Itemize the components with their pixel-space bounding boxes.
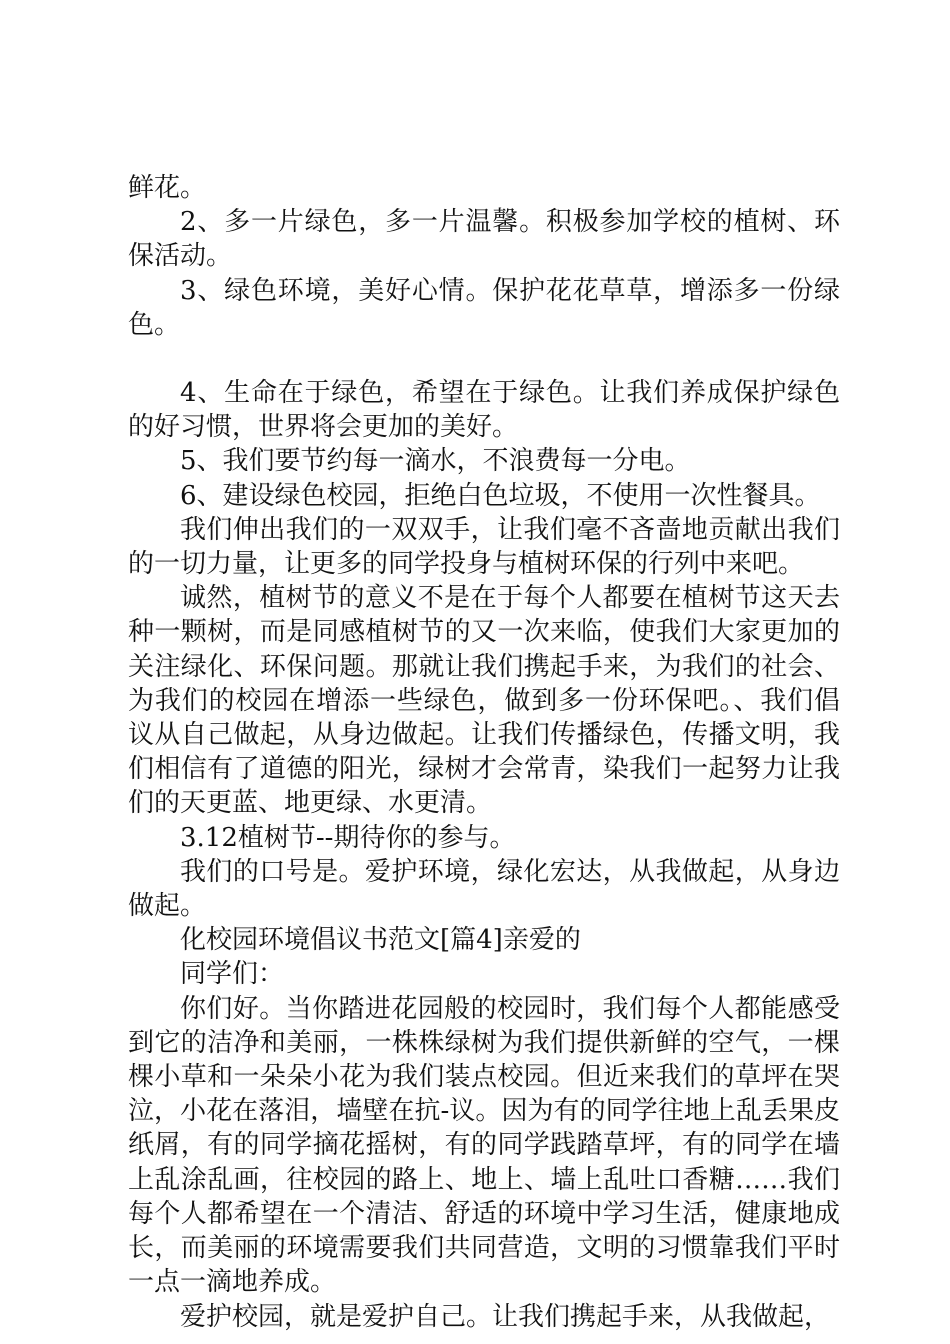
paragraph-tree-day-meaning: 诚然，植树节的意义不是在于每个人都要在植树节这天去种一颗树，而是同感植树节的又一次来临，使我们大家更加的关注绿化、环保问题。那就让我们携起手来，为我们的社会、为我们的校园在增添一些绿色，做到多一份环保吧。、我们倡议从自己做起，从身边做起。让我们传播绿色，传播文明，我们相信有了道德的阳光，绿树才会常青，染我们一起努力让我们的天更蓝、地更绿、水更清。 [128,583,840,819]
paragraph-closing-start: 爱护校园，就是爱护自己。让我们携起手来，从我做起， [180,1301,831,1332]
document-body [128,171,840,1334]
paragraph-campus-description: 你们好。当你踏进花园般的校园时，我们每个人都能感受到它的洁净和美丽，一株株绿树为我们提供新鲜的空气，一棵棵小草和一朵朵小花为我们装点校园。但近来我们的草坪在哭泣，小花在落泪，墙壁在抗-议。因为有的同学往地上乱丢果皮纸屑，有的同学摘花摇树，有的同学践踏草坪，有的同学在墙上乱涂乱画，往校园的路上、地上、墙上乱吐口香糖……我们每个人都希望在一个清洁、舒适的环境中学习生活，健康地成长，而美丽的环境需要我们共同营造，文明的习惯靠我们平时一点一滴地养成。 [128,993,840,1298]
paragraph-item-4: 4、生命在于绿色，希望在于绿色。让我们养成保护绿色的好习惯，世界将会更加的美好。 [128,378,840,443]
paragraph-continuation: 鲜花。 [128,173,207,203]
paragraph-slogan: 我们的口号是。爱护环境，绿化宏达，从我做起，从身边做起。 [128,856,840,922]
paragraph-item-3: 3、绿色环境，美好心情。保护花花草草，增添多一份绿色。 [128,275,840,340]
paragraph-call-to-action: 我们伸出我们的一双双手，让我们毫不吝啬地贡献出我们的一切力量，让更多的同学投身与植树环保的行列中来吧。 [128,514,840,580]
paragraph-item-2: 2、多一片绿色，多一片温馨。积极参加学校的植树、环保活动。 [128,207,840,272]
paragraph-item-6: 6、建设绿色校园，拒绝白色垃圾，不使用一次性餐具。 [180,480,821,511]
paragraph-item-5: 5、我们要节约每一滴水，不浪费每一分电。 [180,446,691,477]
section-heading: 化校园环境倡议书范文[篇4]亲爱的 [180,925,581,956]
salutation: 同学们： [180,959,285,990]
paragraph-tree-day-participation: 3.12植树节--期待你的参与。 [180,822,516,853]
